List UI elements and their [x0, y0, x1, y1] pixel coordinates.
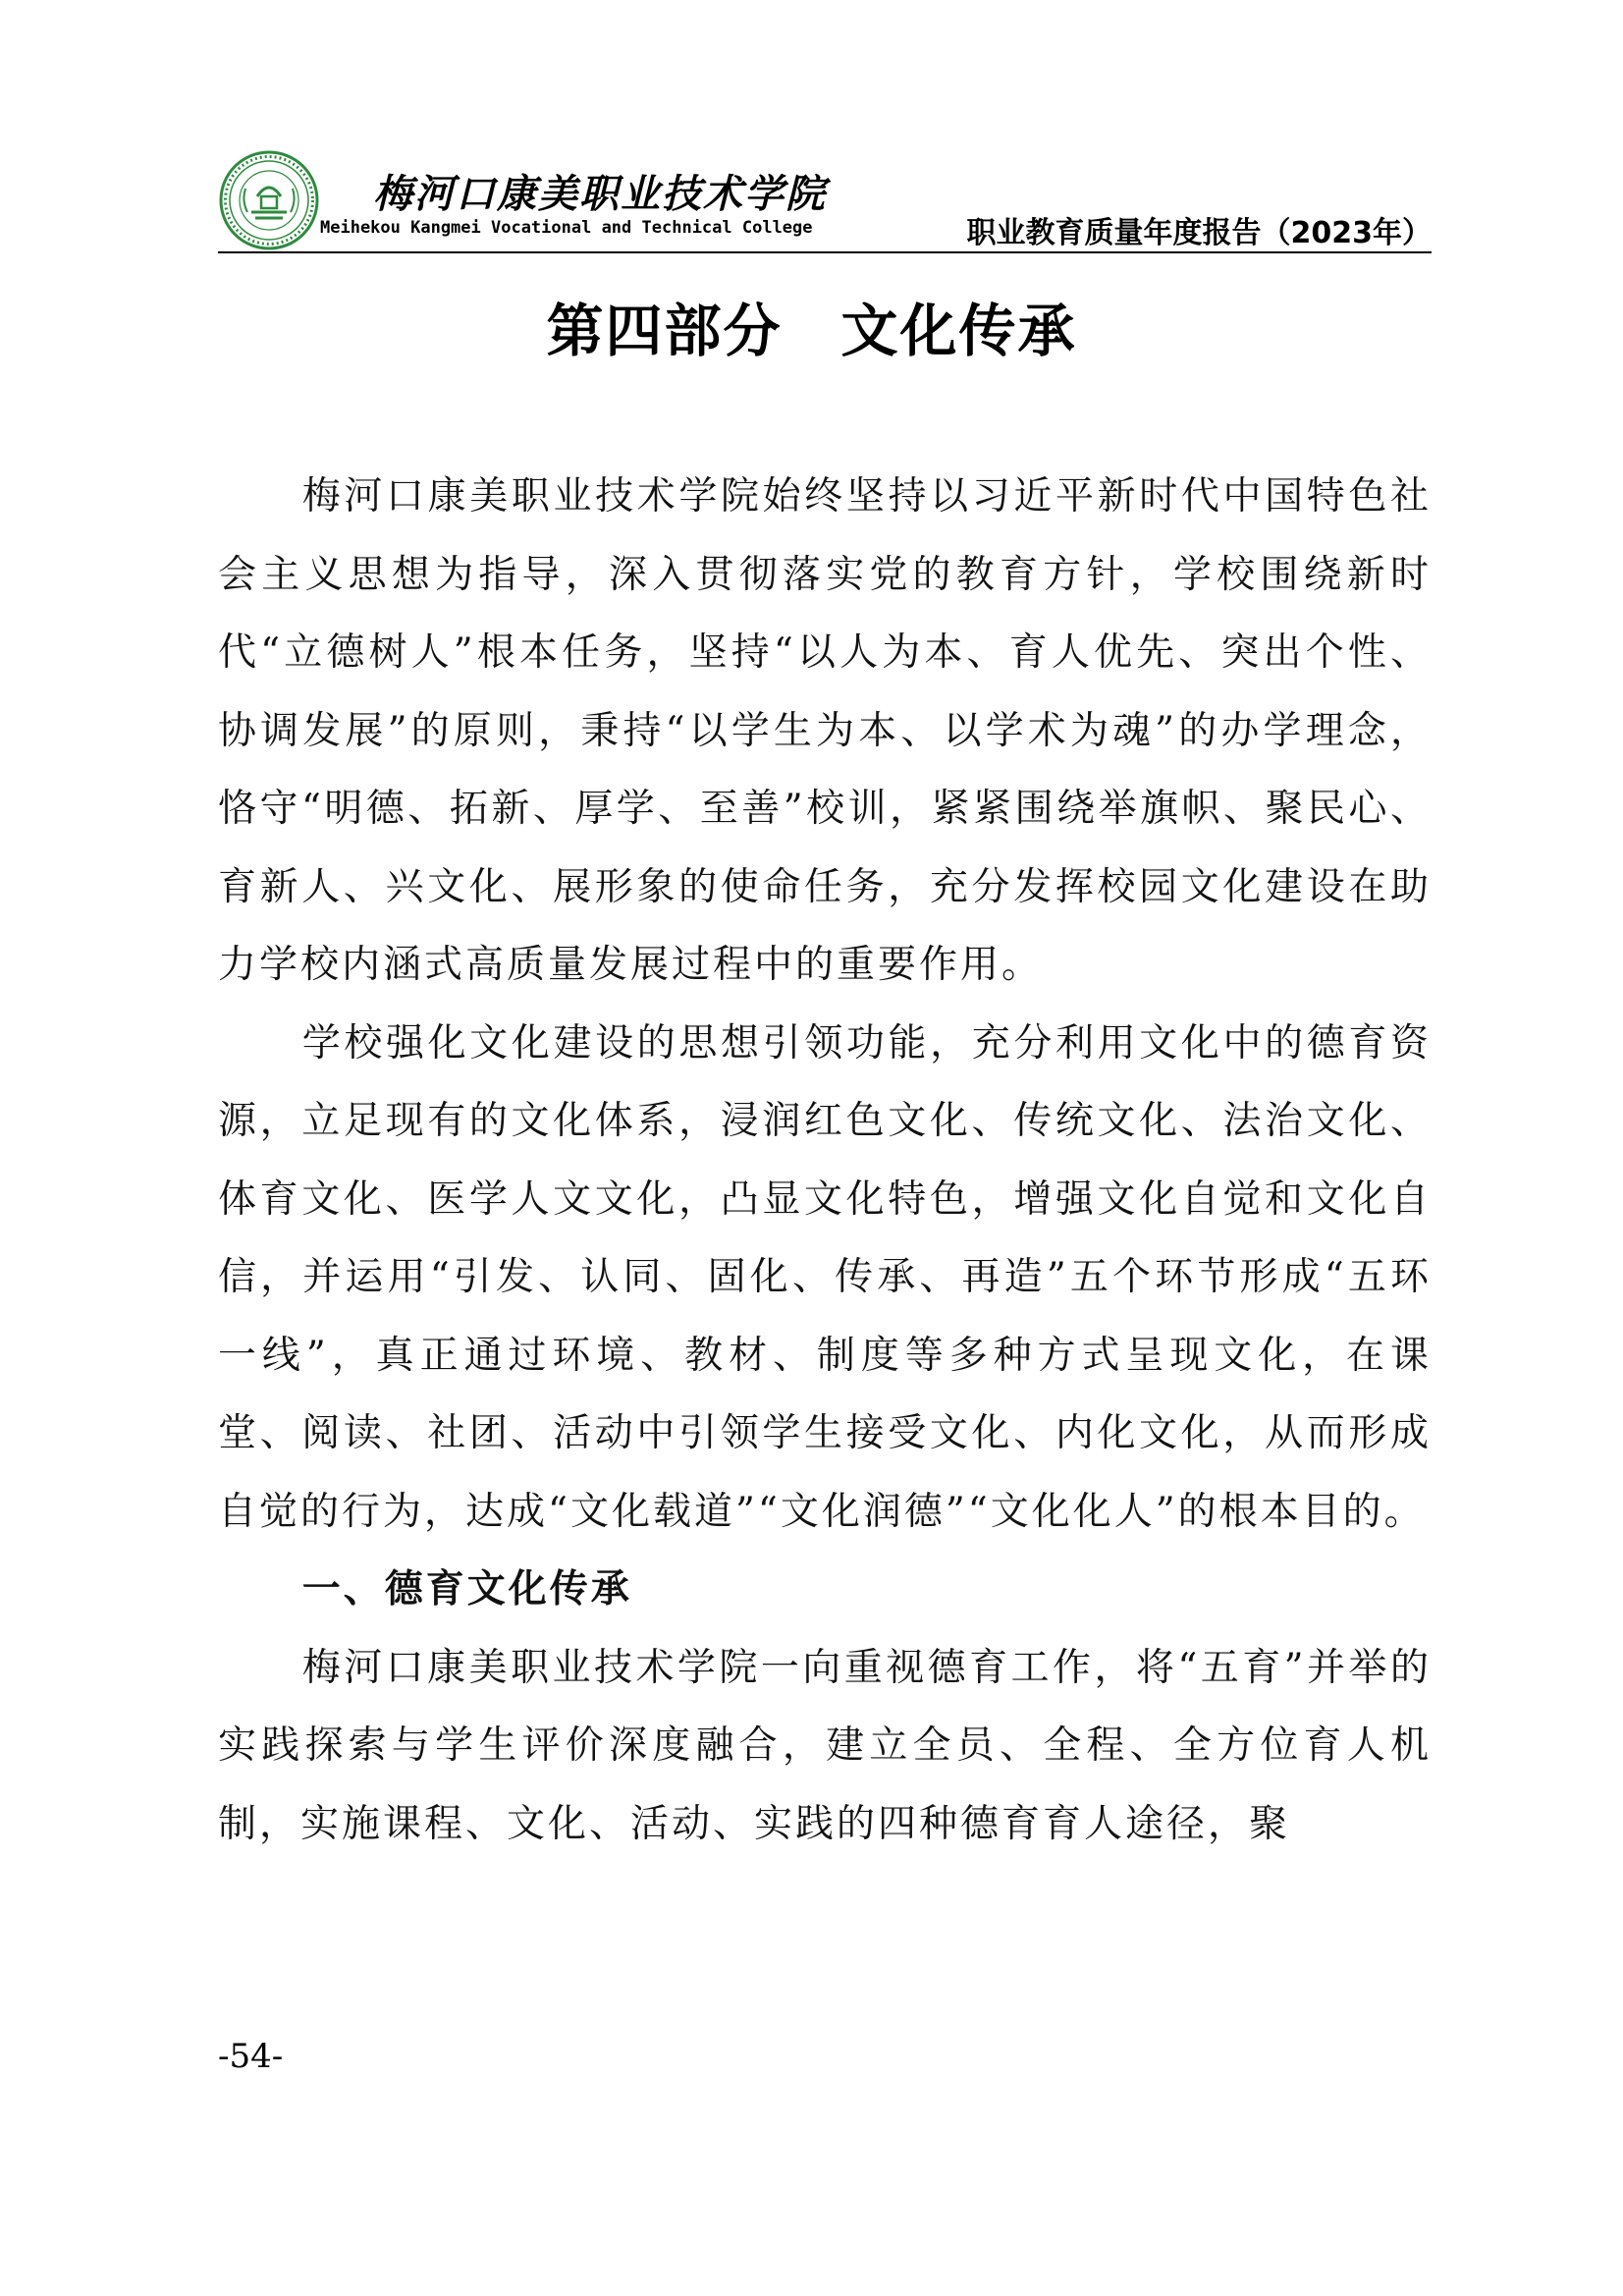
page-number: -54- — [218, 2037, 284, 2076]
subheading-moral-culture: 一、德育文化传承 — [301, 1567, 632, 1612]
page-header — [218, 137, 1432, 253]
section-title: 第四部分 文化传承 — [546, 298, 1077, 364]
school-name-chinese: 梅河口康美职业技术学院 — [373, 171, 827, 217]
body-text — [218, 458, 1432, 1863]
report-title: 职业教育质量年度报告（2023年） — [966, 216, 1432, 250]
paragraph-culture-building: 学校强化文化建设的思想引领功能，充分利用文化中的德育资源，立足现有的文化体系，浸润红色文化、传统文化、法治文化、体育文化、医学人文文化，凸显文化特色，增强文化自觉和文化自信，并运用“引发、认同、固化、传承、再造”五个环节形成“五环一线”，真正通过环境、教材、制度等多种方式呈现文化，在课堂、阅读、社团、活动中引领学生接受文化、内化文化，从而形成自觉的行为，达成“文化载道”“文化润德”“文化化人”的根本目的。 — [218, 1020, 1432, 1534]
college-seal-icon — [218, 149, 320, 251]
paragraph-intro: 梅河口康美职业技术学院始终坚持以习近平新时代中国特色社会主义思想为指导，深入贯彻落实党的教育方针，学校围绕新时代“立德树人”根本任务，坚持“以人为本、育人优先、突出个性、协调发展”的原则，秉持“以学生为本、以学术为魂”的办学理念，恪守“明德、拓新、厚学、至善”校训，紧紧围绕举旗帜、聚民心、育新人、兴文化、展形象的使命任务，充分发挥校园文化建设在助力学校内涵式高质量发展过程中的重要作用。 — [218, 474, 1432, 987]
header-divider — [218, 251, 1432, 253]
paragraph-moral-education: 梅河口康美职业技术学院一向重视德育工作，将“五育”并举的实践探索与学生评价深度融合，建立全员、全程、全方位育人机制，实施课程、文化、活动、实践的四种德育育人途径，聚 — [218, 1645, 1432, 1846]
school-name-english: Meihekou Kangmei Vocational and Technical College — [320, 218, 813, 238]
